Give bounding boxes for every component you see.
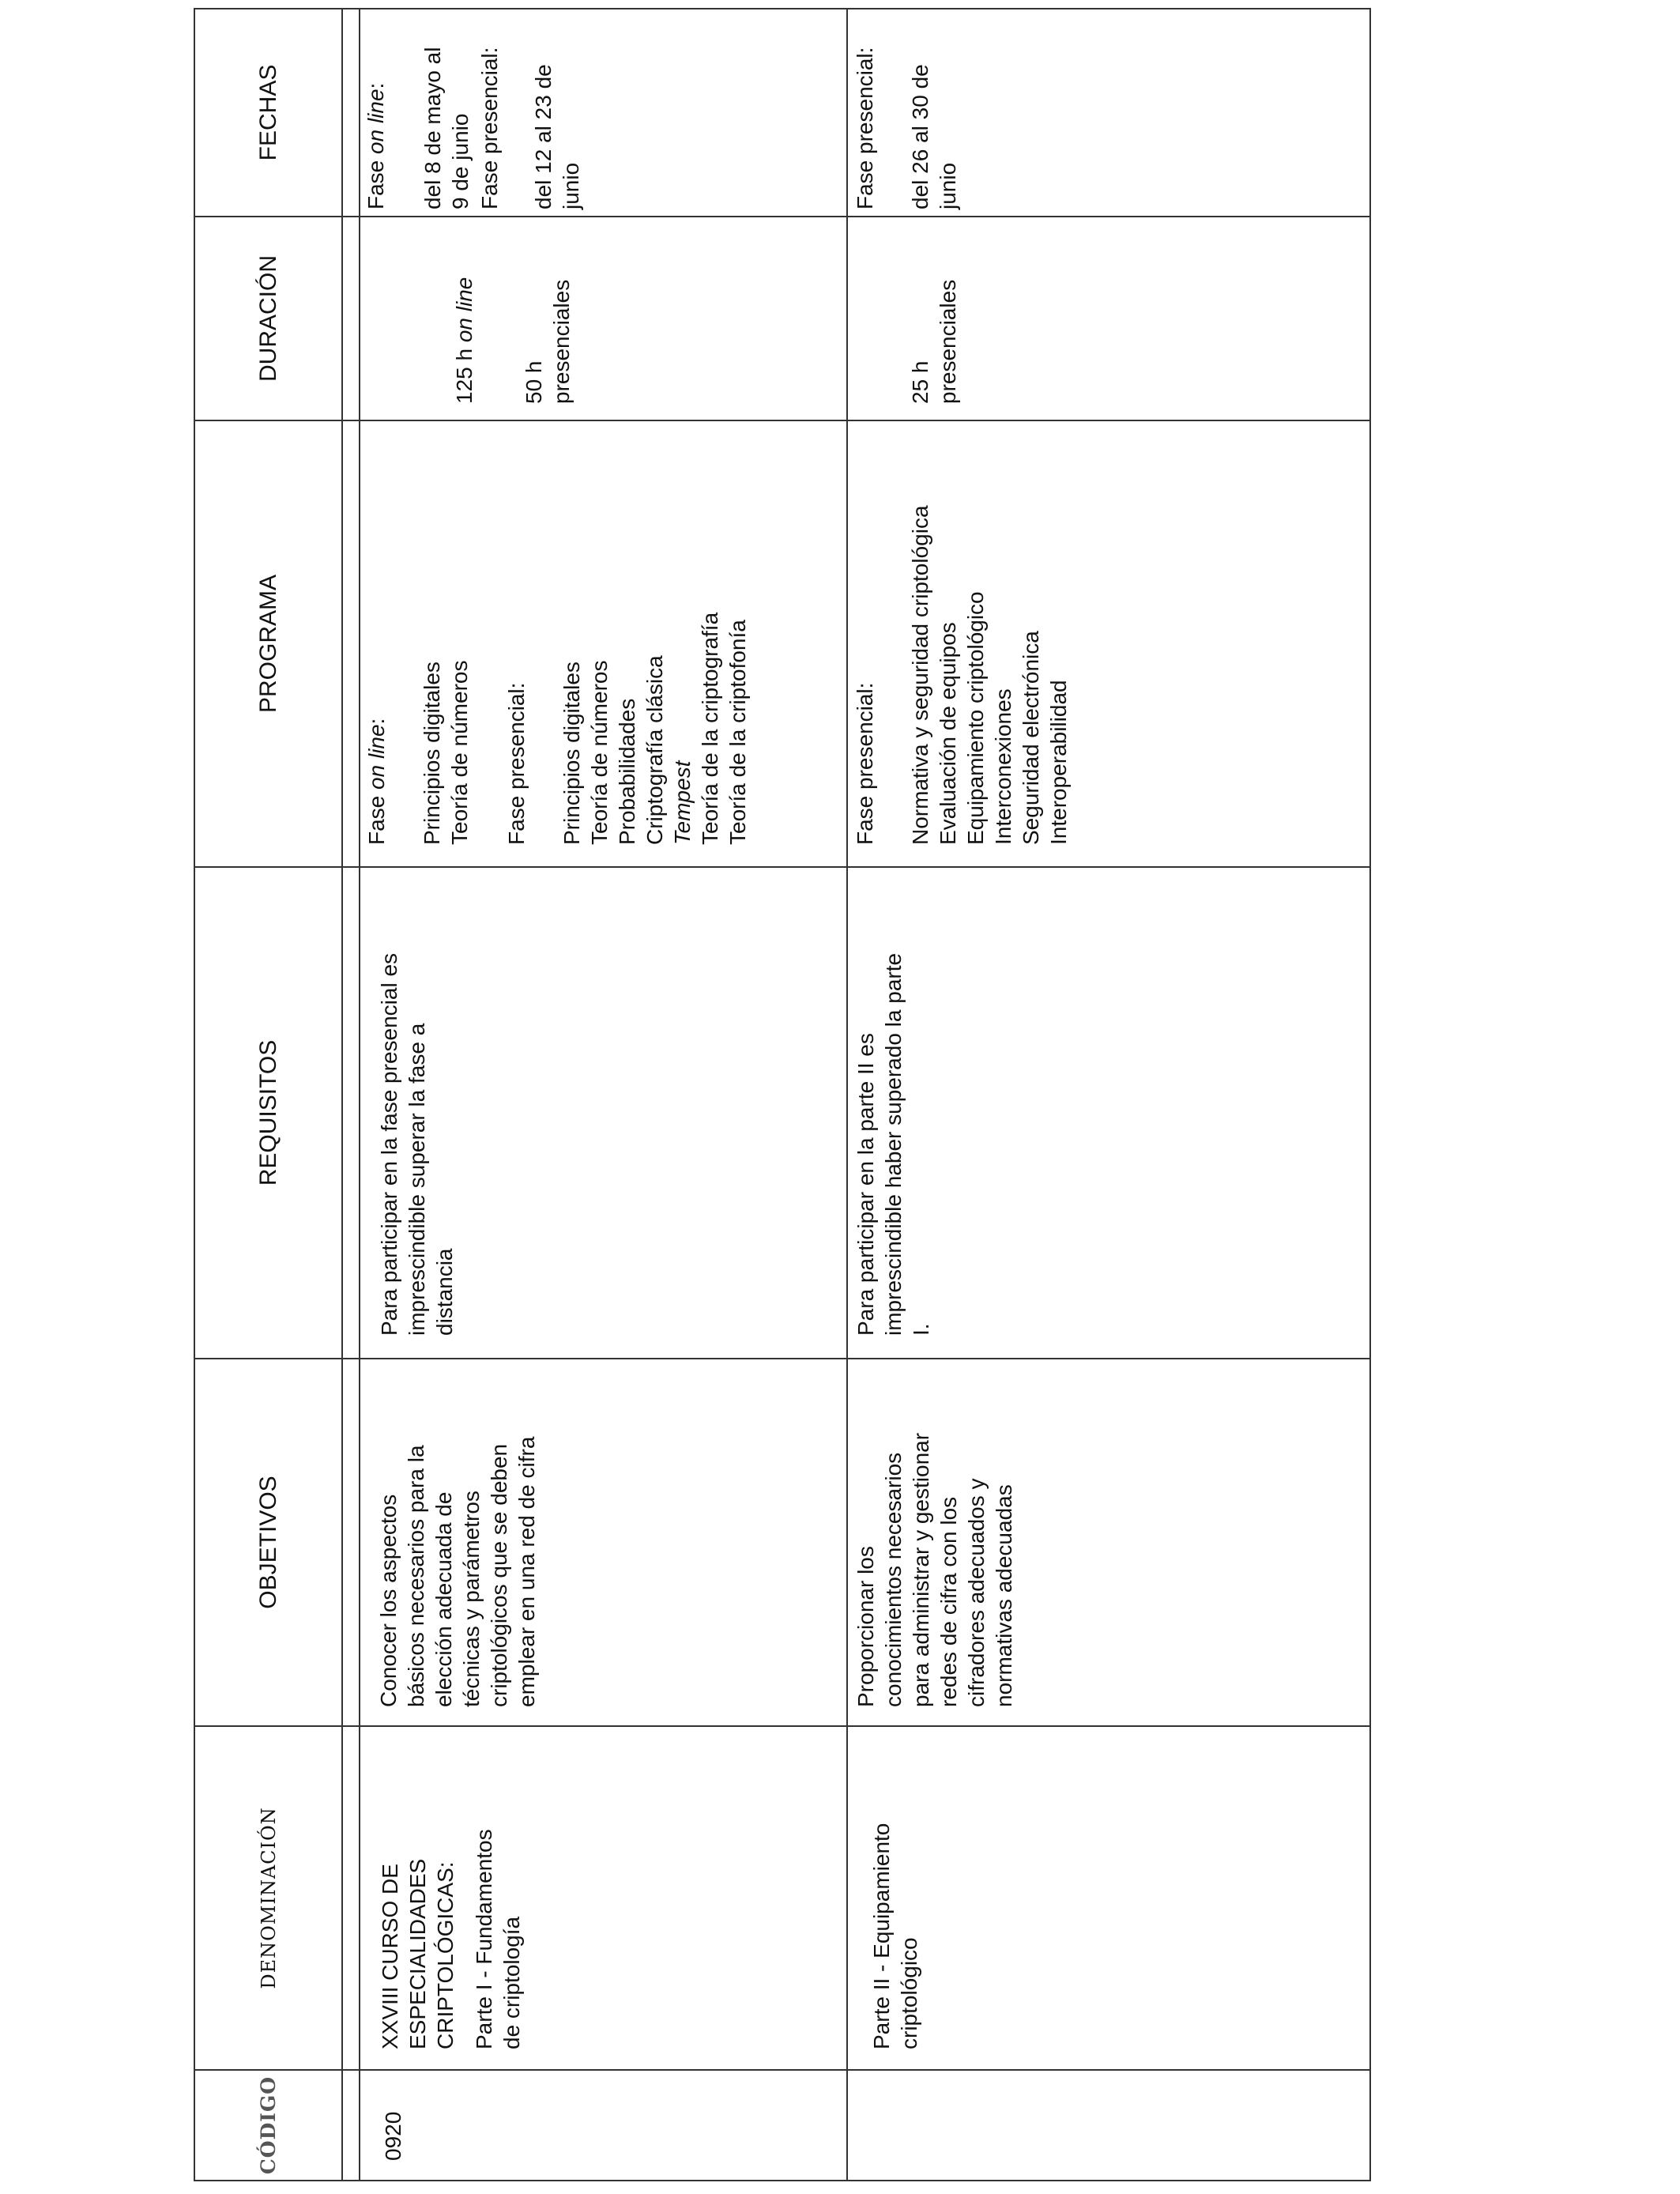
course-row-part-1: [360, 9, 847, 2181]
requisitos-text-2: Para participar en la parte II es imprescindible haber superado la parte I.: [853, 952, 933, 1336]
fechas-label-2: Fase presencial:: [853, 47, 877, 209]
requisitos-text: Para participar en la fase presencial es imprescindible superar la fase a distancia: [377, 952, 457, 1336]
course-table: [194, 8, 1371, 2181]
duracion-2: 25 h presenciales: [908, 279, 960, 404]
header-objetivos: OBJETIVOS: [194, 1359, 342, 1726]
programa-items-2: Normativa y seguridad criptológica Evaluación de equipos Equipamiento criptológico Interconexiones Seguridad electrónica Interoperabilidad: [908, 505, 1071, 845]
objetivos-text-2: Proporcionar los conocimientos necesarios para administrar y gestionar redes de cifra con los cifradores adecuados y normativas adecuadas: [853, 1432, 1016, 1707]
fechas-online-label: Fase on line:: [363, 82, 388, 209]
duracion-cell-2: [847, 217, 1370, 420]
fechas-presencial-label: Fase presencial:: [477, 47, 502, 209]
programa-online-label: Fase on line:: [364, 718, 389, 845]
header-codigo: CÓDIGO: [194, 2070, 342, 2181]
codigo-cell: [360, 2070, 847, 2181]
header-requisitos: REQUISITOS: [194, 867, 342, 1359]
programa-label-2: Fase presencial:: [853, 682, 877, 845]
duracion-online: 125 h on line: [452, 277, 477, 404]
header-fechas: FECHAS: [194, 9, 342, 217]
part-2-name: Parte II - Equipamiento criptológico: [869, 1823, 921, 2049]
course-row-part-2: [847, 9, 1370, 2181]
fechas-online-dates: del 8 de mayo al 9 de junio: [420, 47, 473, 209]
requisitos-cell-2: [847, 867, 1370, 1359]
duracion-presencial: 50 h presenciales: [522, 279, 574, 404]
programa-presencial-label: Fase presencial:: [504, 682, 529, 845]
fechas-cell: [360, 9, 847, 217]
denominacion-cell-2: [847, 1726, 1370, 2070]
fechas-cell-2: [847, 9, 1370, 217]
objetivos-cell-2: [847, 1359, 1370, 1726]
course-title: XXVIII CURSO DE ESPECIALIDADES CRIPTOLÓGICAS:: [378, 1858, 458, 2049]
objetivos-cell: [360, 1359, 847, 1726]
requisitos-cell: [360, 867, 847, 1359]
codigo-cell-2: [847, 2070, 1370, 2181]
course-code: 0920: [381, 2111, 405, 2161]
header-row: [194, 9, 342, 2181]
fechas-presencial-dates: del 12 al 23 de junio: [531, 64, 583, 209]
fechas-dates-2: del 26 al 30 de junio: [908, 64, 960, 209]
duracion-cell: [360, 217, 847, 420]
programa-online-items: Principios digitales Teoría de números: [420, 660, 472, 845]
part-1-name: Parte I - Fundamentos de criptología: [472, 1829, 524, 2049]
programa-presencial-items: Principios digitales Teoría de números Probabilidades Criptografía clásica Tempest Teoría de la criptografía Teoría de la criptofonía: [559, 612, 750, 845]
header-denominacion: DENOMINACIÓN: [194, 1726, 342, 2070]
spacer-row: [342, 9, 360, 2181]
objetivos-text: Conocer los aspectos básicos necesarios para la elección adecuada de técnicas y parámetros criptológicos que se deben emplear en una red de cifra: [376, 1436, 539, 1707]
course-table-rotated: [194, 9, 1371, 2181]
programa-cell: [360, 420, 847, 867]
denominacion-cell: [360, 1726, 847, 2070]
programa-cell-2: [847, 420, 1370, 867]
header-duracion: DURACIÓN: [194, 217, 342, 420]
header-programa: PROGRAMA: [194, 420, 342, 867]
